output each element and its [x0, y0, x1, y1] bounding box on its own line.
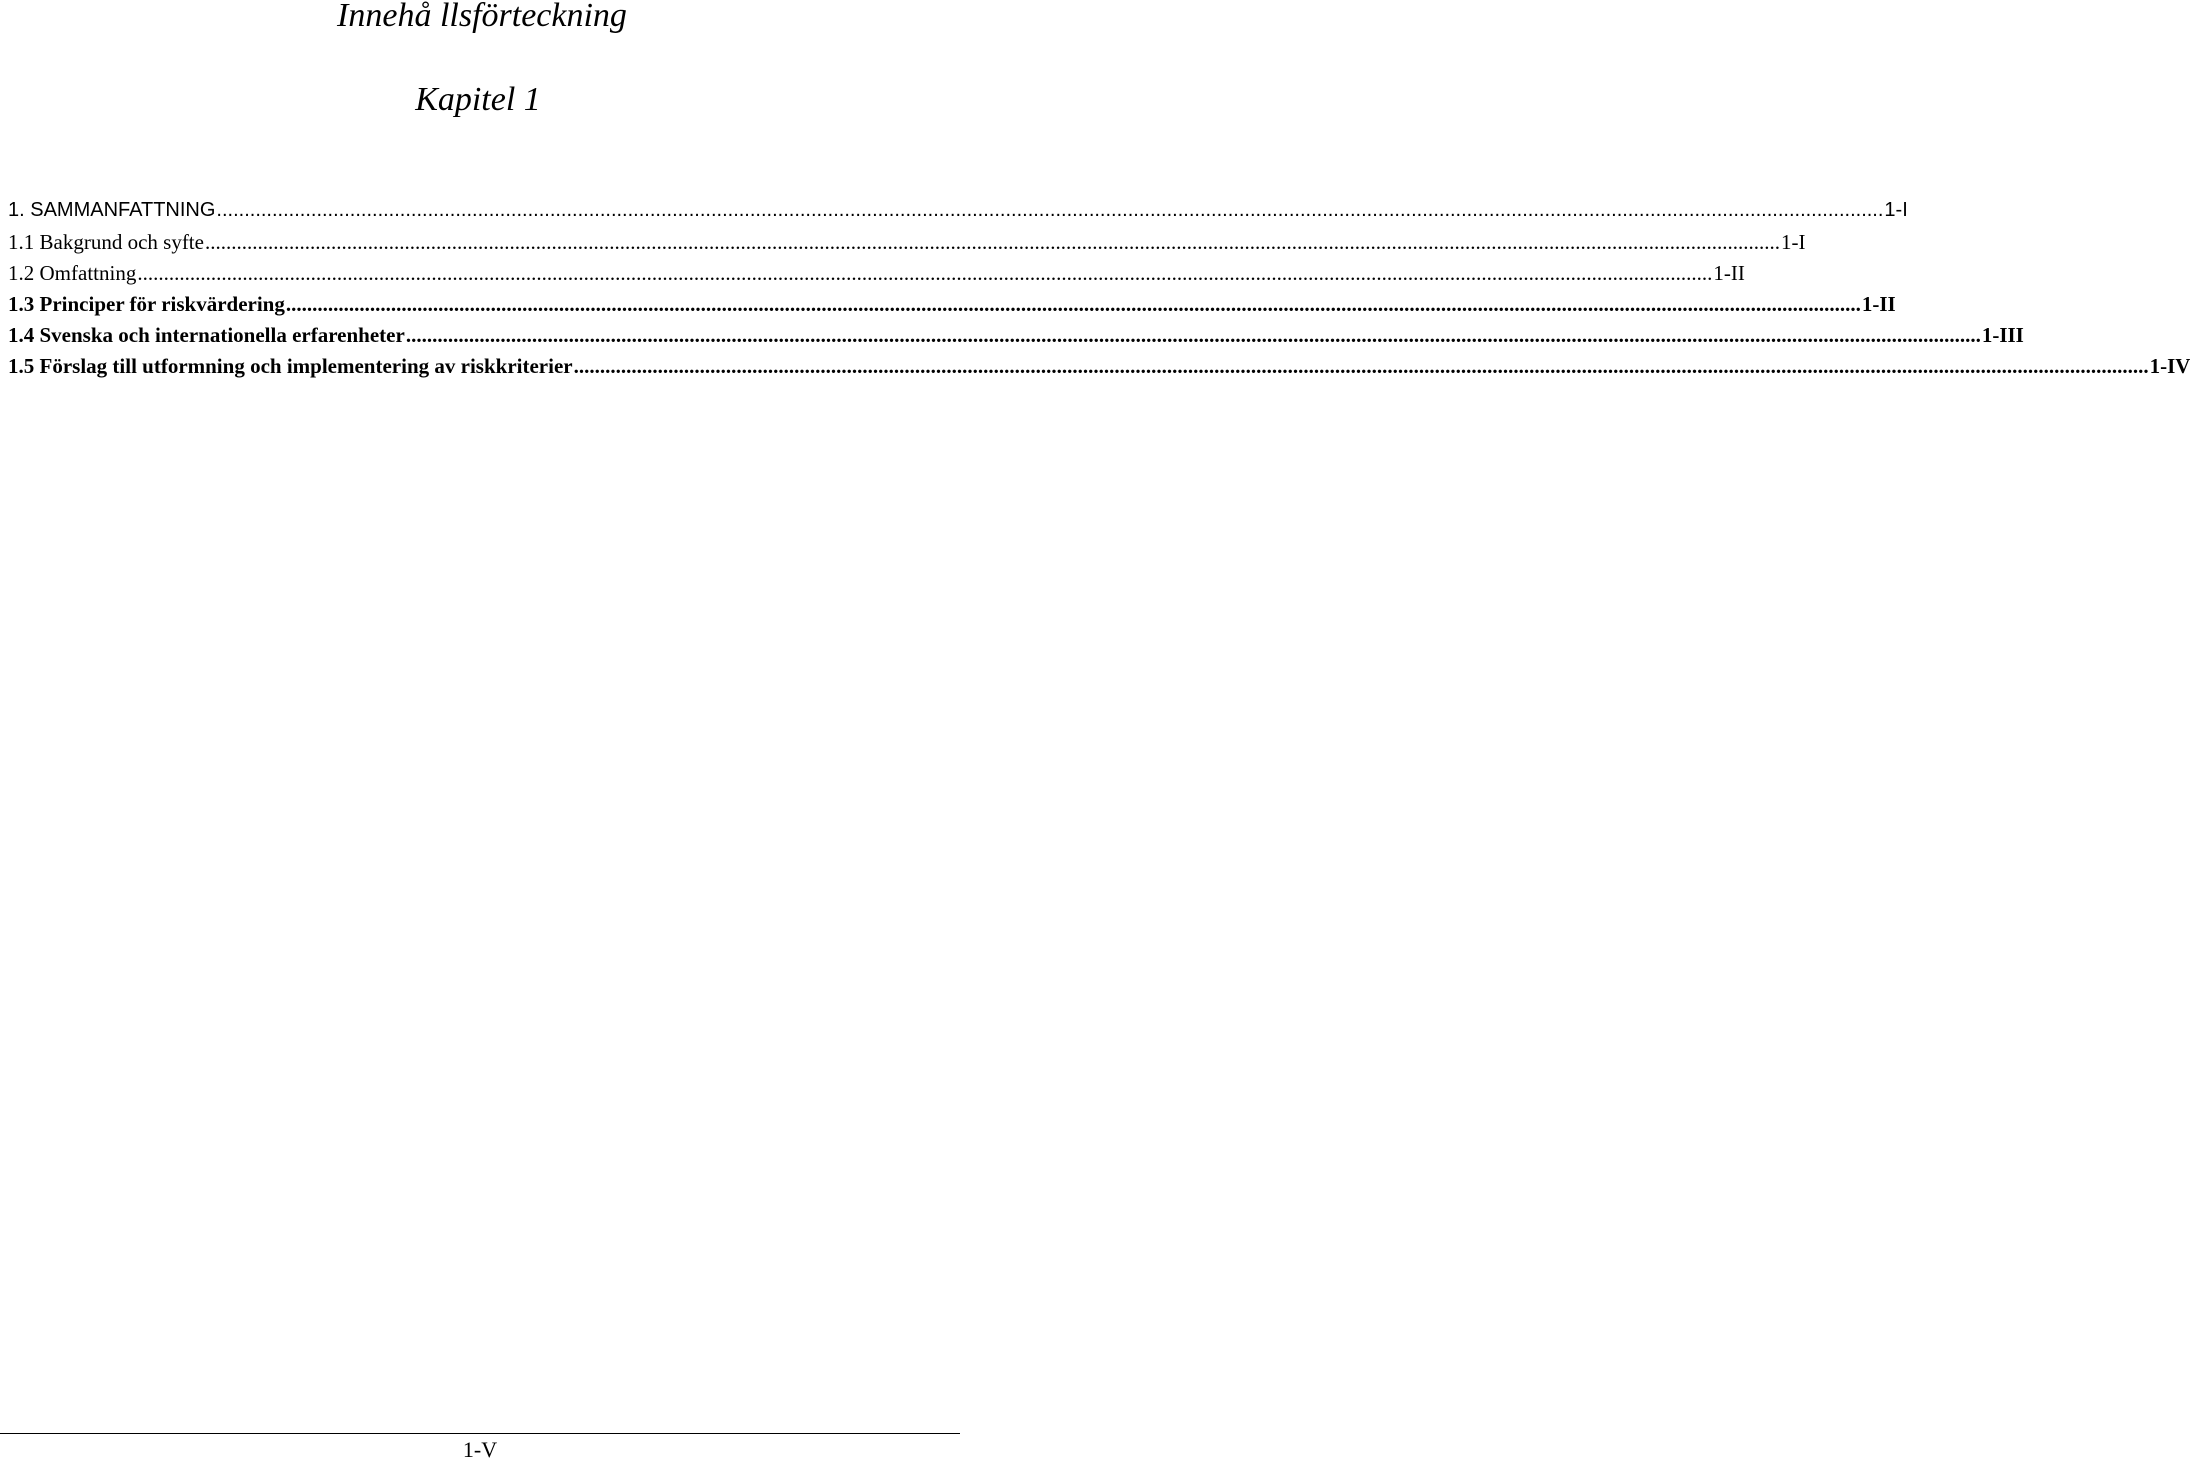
toc-entry-1-3[interactable] — [8, 289, 1896, 320]
toc-entry-1-4[interactable] — [8, 320, 2024, 351]
toc-entry-page: 1-II — [1713, 261, 1745, 285]
toc-entry-1-1[interactable] — [8, 227, 1806, 258]
toc-entry-1[interactable] — [8, 194, 1908, 227]
dot-leader: ............................................................................................................................................................................................................................................................................................................ — [405, 323, 1981, 347]
dot-leader: ............................................................................................................................................................................................................................................................................................................ — [573, 354, 2149, 378]
toc-title: Innehå llsförteckning — [337, 0, 627, 34]
dot-leader: ............................................................................................................................................................................................................................................................................................................ — [137, 261, 1713, 285]
dot-leader: ............................................................................................................................................................................................................................................................................................................ — [216, 199, 1884, 221]
dot-leader: ............................................................................................................................................................................................................................................................................................................ — [285, 292, 1861, 316]
toc-entry-label: 1.5 Förslag till utformning och implementering av riskkriterier — [8, 354, 573, 378]
toc-entry-page: 1-II — [1861, 292, 1896, 316]
table-of-contents — [8, 194, 2190, 382]
toc-entry-page: 1-IV — [2149, 354, 2190, 378]
toc-entry-page: 1-I — [1884, 199, 1908, 221]
toc-entry-label: 1. SAMMANFATTNING — [8, 199, 216, 221]
toc-entry-label: 1.1 Bakgrund och syfte — [8, 230, 204, 254]
chapter-heading: Kapitel 1 — [415, 81, 541, 118]
toc-entry-1-2[interactable] — [8, 258, 1745, 289]
toc-entry-label: 1.2 Omfattning — [8, 261, 137, 285]
footer-divider — [0, 1433, 960, 1434]
toc-entry-label: 1.3 Principer för riskvärdering — [8, 292, 285, 316]
dot-leader: ............................................................................................................................................................................................................................................................................................................ — [204, 230, 1780, 254]
toc-entry-page: 1-III — [1981, 323, 2024, 347]
toc-entry-label: 1.4 Svenska och internationella erfarenheter — [8, 323, 405, 347]
toc-entry-page: 1-I — [1780, 230, 1806, 254]
footer-page-number: 1-V — [462, 1437, 498, 1462]
toc-entry-1-5[interactable] — [8, 351, 2190, 382]
